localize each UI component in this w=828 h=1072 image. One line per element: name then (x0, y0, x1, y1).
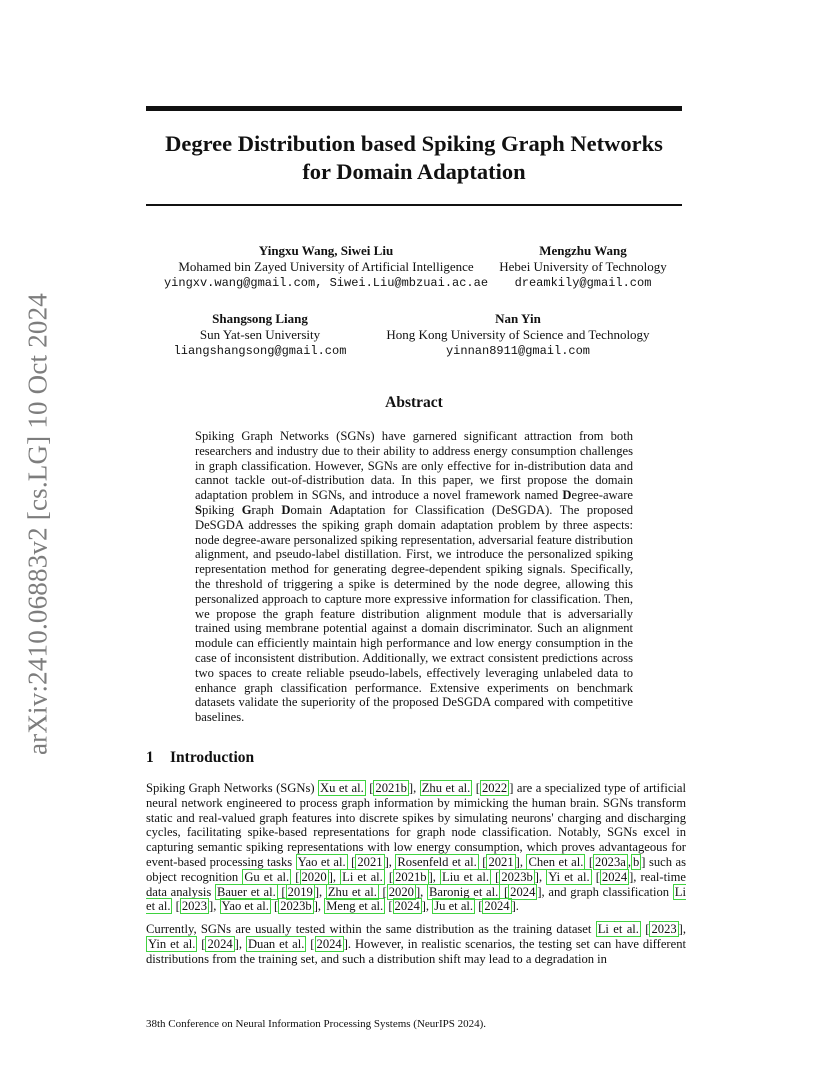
author-block-4 (380, 311, 656, 359)
citation-link[interactable]: 2024 (510, 884, 536, 899)
framework-acronym: Degree-aware Spiking Graph Domain Adaptation for Classification (DeSGDA). (195, 488, 633, 517)
paragraph-text: [ (585, 854, 594, 869)
author-affiliation: Hong Kong University of Science and Technology (386, 327, 650, 342)
paragraph-text: [ (500, 884, 509, 899)
author-name: Mengzhu Wang (539, 243, 627, 258)
abstract-text (195, 429, 633, 725)
paragraph-text: [ (491, 869, 500, 884)
paragraph-text: ], and graph classification (537, 884, 673, 899)
paper-title (146, 130, 682, 186)
paragraph-text: ], (314, 884, 326, 899)
citation-link[interactable]: 2020 (301, 869, 327, 884)
citation-link[interactable]: 2021b (375, 781, 407, 795)
author-email[interactable]: yinnan8911@gmail.com (445, 344, 591, 358)
abstract-part-2: The proposed DeSGDA addresses the spiking graph domain adaptation problem by three aspects: node degree-aware personalized spiking representation, adversarial feature distribution alignment, and pseudo-label distillation. First, we introduce the personalized spiking representation method for generating degree-dependent spiking signals. Specifically, the threshold of triggering a spike is determined by the node degree, allowing this personalized approach to capture more expressive information for classification. Then, we propose the graph feature distribution alignment module that is adversarially trained using membrane potential against a domain discriminator. Such an alignment module can efficiently maintain high performance and low energy consumption in the case of inconsistent distribution. Additionally, we extract consistent predictions across two spaces to create reliable pseudo-labels, effectively leveraging unlabeled data to enhance graph classification performance. Extensive experiments on benchmark datasets validate the superiority of the proposed DeSGDA compared with competitive baselines. (195, 502, 633, 725)
paragraph-text: ], (534, 869, 547, 884)
citation-link[interactable]: 2023b (280, 899, 312, 914)
citation-link[interactable]: Zhu et al. (421, 781, 471, 795)
section-title: Introduction (170, 749, 255, 766)
paragraph-text: [ (472, 781, 480, 795)
author-block-3 (170, 311, 350, 359)
abstract-part-1: Spiking Graph Networks (SGNs) have garnered significant attraction from both researchers and industry due to their ability to address energy consumption challenges in graph classification. However, SGNs are only effective for in-distribution data and cannot tackle out-of-distribution data. In this paper, we first propose the domain adaptation problem in SGNs, and introduce a novel framework named (195, 429, 633, 503)
paragraph-text: [ (591, 869, 600, 884)
paragraph-text: ], (421, 899, 433, 914)
paragraph-text: [ (197, 936, 206, 951)
intro-paragraph-2 (146, 922, 686, 966)
paragraph-text: [ (478, 854, 487, 869)
paragraph-text: [ (172, 899, 180, 914)
paragraph-text: [ (347, 854, 356, 869)
paragraph-text: ], (234, 936, 246, 951)
section-heading-introduction (146, 749, 254, 767)
paragraph-text: ], (313, 899, 325, 914)
author-email[interactable]: dreamkily@gmail.com (514, 276, 652, 290)
citation-link[interactable]: 2021 (488, 854, 514, 869)
paragraph-text: [ (640, 922, 650, 936)
paragraph-text: ] are a specialized type of artificial neural network engineered to process graph information by mimicking the human brain. SGNs transform static and real-valued graph features into discrete spikes by simulating neurons' charging and discharging cycles, facilitating spike-based representations for graph node classification. Notably, SGNs excel in capturing semantic spiking representations with low energy consumption, which proves advantageous for event-based processing tasks (146, 781, 687, 869)
section-number: 1 (146, 749, 154, 766)
paragraph-text: ], (428, 869, 441, 884)
abstract-heading: Abstract (385, 394, 443, 411)
author-name: Yingxu Wang, Siwei Liu (258, 243, 394, 258)
citation-link[interactable]: 2024 (601, 869, 628, 884)
paragraph-text: ], (209, 899, 220, 914)
paragraph-text: ], (678, 922, 686, 936)
citation-link[interactable]: Li et al. (342, 869, 383, 884)
paragraph-text: [ (306, 936, 315, 951)
citation-link[interactable]: Yao et al. (221, 899, 269, 914)
citation-link[interactable]: Meng et al. (326, 899, 384, 914)
citation-link[interactable]: 2023 (651, 922, 677, 936)
author-affiliation: Hebei University of Technology (499, 259, 667, 274)
citation-link[interactable]: 2023a (595, 854, 626, 869)
intro-paragraph-1 (146, 781, 686, 914)
citation-link[interactable]: b (632, 854, 640, 869)
author-block-2 (490, 243, 676, 291)
paragraph-text: [ (291, 869, 300, 884)
paragraph-text: [ (475, 899, 483, 914)
author-block-1 (160, 243, 492, 291)
citation-link[interactable]: Duan et al. (247, 936, 305, 951)
paragraph-text: [ (277, 884, 286, 899)
author-name: Nan Yin (495, 311, 541, 326)
citation-link[interactable]: 2023b (501, 869, 533, 884)
paragraph-text: ], (415, 884, 427, 899)
paragraph-text: ], (328, 869, 341, 884)
paragraph-text: ]. However, in realistic scenarios, the testing set can have different distributions from the training set, and such a distribution shift may lead to a degradation in (146, 936, 687, 966)
paragraph-text: [ (384, 869, 394, 884)
citation-link[interactable]: 2024 (316, 936, 342, 951)
citation-link[interactable]: Ju et al. (434, 899, 474, 914)
citation-link[interactable]: 2019 (287, 884, 313, 899)
citation-link[interactable]: Yi et al. (548, 869, 590, 884)
author-email[interactable]: liangshangsong@gmail.com (173, 344, 347, 358)
paragraph-text: ]. (511, 899, 519, 914)
paragraph-text: Spiking Graph Networks (SGNs) (146, 781, 319, 795)
paragraph-text: ], (384, 854, 396, 869)
author-name: Shangsong Liang (212, 311, 308, 326)
paragraph-text: ] such as object recognition (146, 854, 687, 884)
citation-link[interactable]: 2024 (207, 936, 233, 951)
citation-link[interactable]: 2022 (482, 781, 508, 795)
paragraph-text: [ (365, 781, 374, 795)
author-affiliation: Sun Yat-sen University (199, 327, 321, 342)
paragraph-text: [ (385, 899, 393, 914)
citation-link[interactable]: Bauer et al. (216, 884, 276, 899)
paragraph-text: [ (270, 899, 279, 914)
citation-link[interactable]: 2024 (394, 899, 420, 914)
citation-link[interactable]: 2021b (395, 869, 427, 884)
title-rule-bottom (146, 204, 682, 206)
arxiv-identifier: arXiv:2410.06883v2 [cs.LG] 10 Oct 2024 (22, 292, 53, 756)
citation-link[interactable]: Zhu et al. (327, 884, 377, 899)
paragraph-text: ], (408, 781, 420, 795)
citation-link[interactable]: Li et al. (597, 922, 639, 936)
author-email[interactable]: yingxv.wang@gmail.com, Siwei.Liu@mbzuai.ac.ae (163, 276, 489, 290)
citation-link[interactable]: Chen et al. (528, 854, 584, 869)
citation-link[interactable]: Liu et al. (442, 869, 490, 884)
citation-link[interactable]: Yao et al. (297, 854, 346, 869)
conference-footnote: 38th Conference on Neural Information Processing Systems (NeurIPS 2024). (146, 1018, 487, 1030)
paragraph-text: ], (515, 854, 527, 869)
paragraph-text: , (627, 854, 631, 869)
citation-link[interactable]: Yin et al. (148, 936, 196, 951)
citation-link[interactable]: Gu et al. (244, 869, 290, 884)
title-line-2: for Domain Adaptation (302, 159, 526, 184)
citation-link[interactable]: 2021 (357, 854, 383, 869)
citation-link[interactable]: Rosenfeld et al. (397, 854, 477, 869)
author-affiliation: Mohamed bin Zayed University of Artificial Intelligence (178, 259, 474, 274)
title-rule-top (146, 106, 682, 111)
paragraph-text: Currently, SGNs are usually tested within the same distribution as the training dataset (146, 922, 596, 936)
title-line-1: Degree Distribution based Spiking Graph Networks (165, 131, 663, 156)
citation-link[interactable]: 2023 (181, 899, 208, 914)
citation-link[interactable]: 2020 (388, 884, 414, 899)
citation-link[interactable]: 2024 (484, 899, 510, 914)
paragraph-text: [ (378, 884, 387, 899)
citation-link[interactable]: Li et al. (146, 884, 686, 914)
paragraph-text: ], real-time data analysis (146, 869, 686, 899)
citation-link[interactable]: Xu et al. (320, 781, 364, 795)
citation-link[interactable]: Baronig et al. (428, 884, 499, 899)
